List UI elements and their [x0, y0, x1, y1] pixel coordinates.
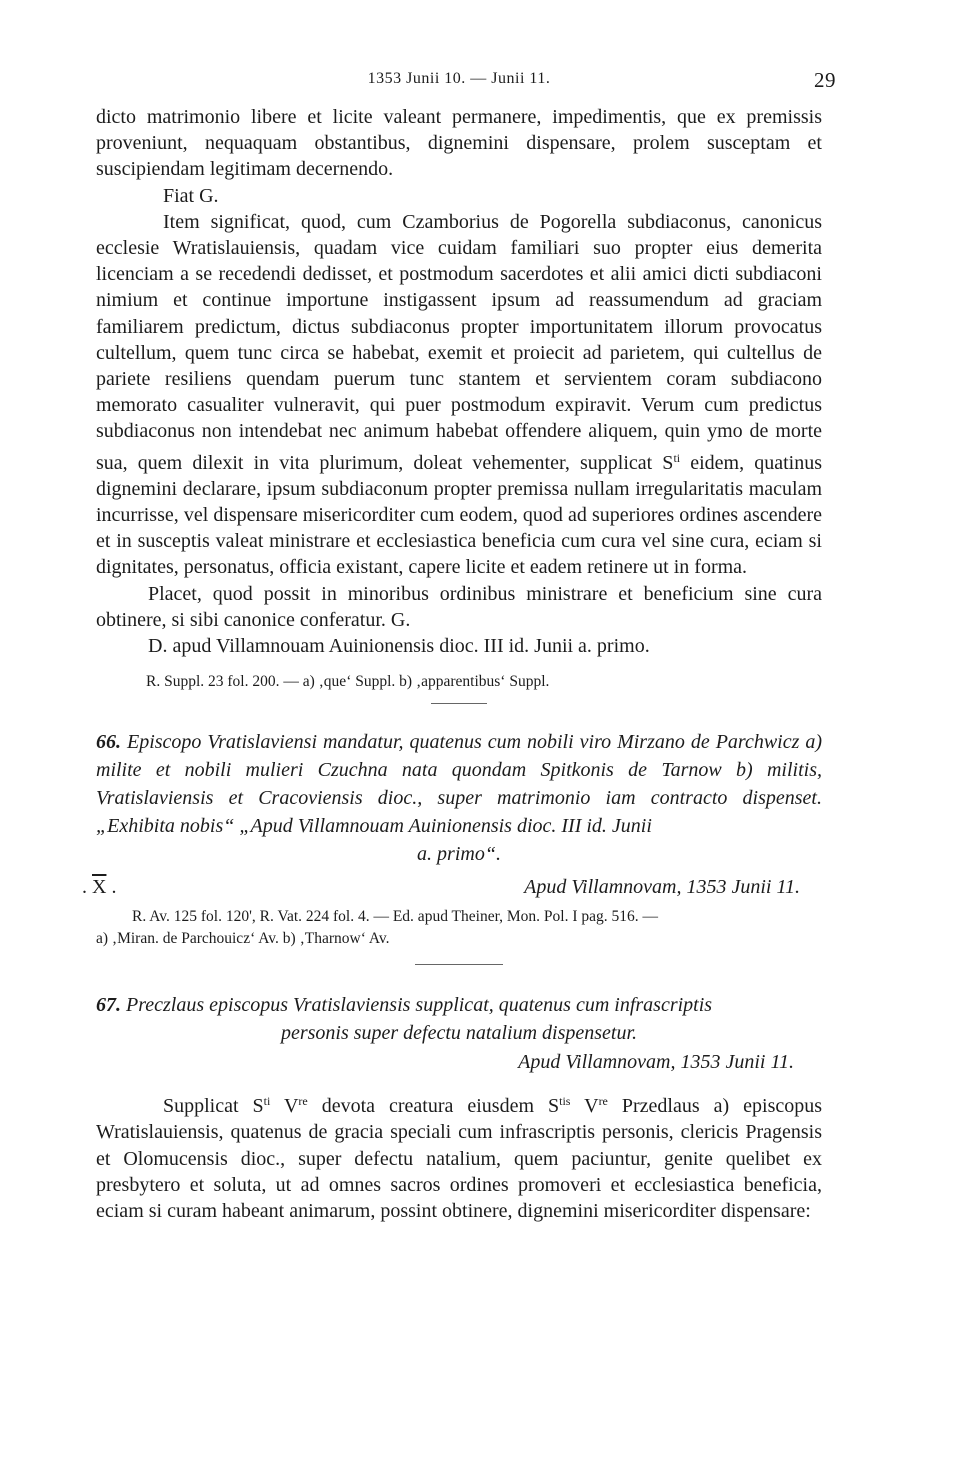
text: Supplicat S: [163, 1095, 264, 1118]
text: V: [570, 1095, 599, 1118]
doc66-regest-end: a. primo“.: [417, 843, 501, 866]
doc67-regest-line2: personis super defectu natalium dispensetur.: [280, 1022, 638, 1045]
superscript: ti: [263, 1094, 271, 1109]
doc67-number: 67.: [96, 994, 121, 1017]
doc66-footnote-2: a) ‚Miran. de Parchouicz‘ Av. b) ‚Tharnow‘ Av.: [96, 930, 390, 948]
doc67-regest-line1: [96, 991, 822, 1019]
text: V: [270, 1095, 299, 1118]
signature-mark: . $\overline{X}$ .: [82, 876, 117, 899]
fiat-line: Fiat G.: [163, 184, 219, 207]
placet-paragraph: Placet, quod possit in minoribus ordinibus ministrare et beneficium sine cura obtinere, si sibi canonice conferatur. G.: [96, 582, 822, 631]
page-number: 29: [814, 68, 836, 92]
page-header: [96, 64, 836, 104]
doc66-regest-text: Episcopo Vratislaviensi mandatur, quatenus cum nobili viro Mirzano de Parchwicz a) milite et nobili mulieri Czuchna nata quondam Spitkonis de Tarnow b) militis, Vratislaviensis et Cracoviensis dioc., super matrimonio iam contracto dispenset. „Exhibita nobis“ „Apud Villamnouam Auinionensis dioc. III id. Junii: [96, 731, 823, 838]
superscript: tis: [559, 1094, 571, 1109]
text: Przedlaus a) episcopus Wratislauiensis, quatenus de gracia speciali cum infrascriptis personis, clericis Pragensis et Olomucensis dioc., super defectu natalium, quem paciuntur, genite quelibet ex presbytero et soluta, ut ad omnes sacros ordines promoveri et ecclesiastica beneficia, eciam si curam habeant animarum, possint obtinere, dignemini misericorditer dispensare:: [96, 1095, 823, 1223]
doc65-footnote: R. Suppl. 23 fol. 200. — a) ‚que‘ Suppl. b) ‚apparentibus‘ Suppl.: [146, 673, 550, 691]
running-title: 1353 Junii 10. — Junii 11.: [367, 70, 551, 87]
section-divider: [431, 703, 487, 704]
doc67-body: [96, 1088, 822, 1224]
doc66-place-date: Apud Villamnovam, 1353 Junii 11.: [524, 876, 800, 899]
item-text-b: eidem, quatinus dignemini declarare, ipsum subdiaconum propter premissa nullam irregularitatis maculam incurrisse, vel dispensare misericorditer cum eodem, quod ad superiores ordines ascendere et in susceptis valeat ministrare et ecclesiastica beneficia cum cura vel sine cura, eciam si dignitates, personatus, officia existant, capere licite et eadem retinere ut in forma.: [96, 451, 822, 579]
doc65-item-paragraph: [96, 209, 822, 581]
doc66-signature-line: [82, 874, 822, 906]
doc66-number: 66.: [96, 731, 121, 754]
doc67-place-date: Apud Villamnovam, 1353 Junii 11.: [518, 1051, 794, 1074]
superscript: ti: [673, 450, 681, 465]
doc66-footnote-1: R. Av. 125 fol. 120', R. Vat. 224 fol. 4. — Ed. apud Theiner, Mon. Pol. I pag. 516. —: [132, 908, 658, 926]
datum-line: D. apud Villamnouam Auinionensis dioc. III id. Junii a. primo.: [148, 635, 650, 658]
item-text-a: Item significat, quod, cum Czamborius de Pogorella subdiaconus, canonicus ecclesie Wratislauiensis, quadam vice cuidam familiari suo propter eius demerita licenciam a se recedendi dedisset, et postmodum sacerdotes et alii amici dicti subdiaconi nimium et continue importune instigassent ipsum ad reassumendum ad graciam familiarem predictum, dictus subdiaconus propter importunitatem illorum provocatus cultellum, quem tunc circa se habebat, exemit et proiecit ad parietem, qui cultellus de pariete resiliens quendam puerum tunc stantem et servientem coram subdiacono memorato casualiter vulneravit, qui puer postmodum expiravit. Verum cum predictus subdiaconus non intendebat nec animum habebat offendere aliquem, quin ymo de morte sua, quem dilexit in vita plurimum, doleat vehementer, supplicat S: [96, 210, 822, 474]
text: devota creatura eiusdem S: [307, 1095, 560, 1118]
superscript: re: [298, 1094, 308, 1109]
document-page: [82, 64, 836, 1224]
superscript: re: [598, 1094, 608, 1109]
section-divider: [415, 964, 503, 965]
doc65-continuation: dicto matrimonio libere et licite valeant permanere, impedimentis, que ex premissis proveniunt, nequaquam obstantibus, dignemini dispensare, prolem susceptam et suscipiendam legitimam decernendo.: [96, 106, 822, 181]
doc67-regest-text: Preczlaus episcopus Vratislaviensis supplicat, quatenus cum infrascriptis: [126, 994, 713, 1017]
doc66-regest: [96, 728, 822, 840]
